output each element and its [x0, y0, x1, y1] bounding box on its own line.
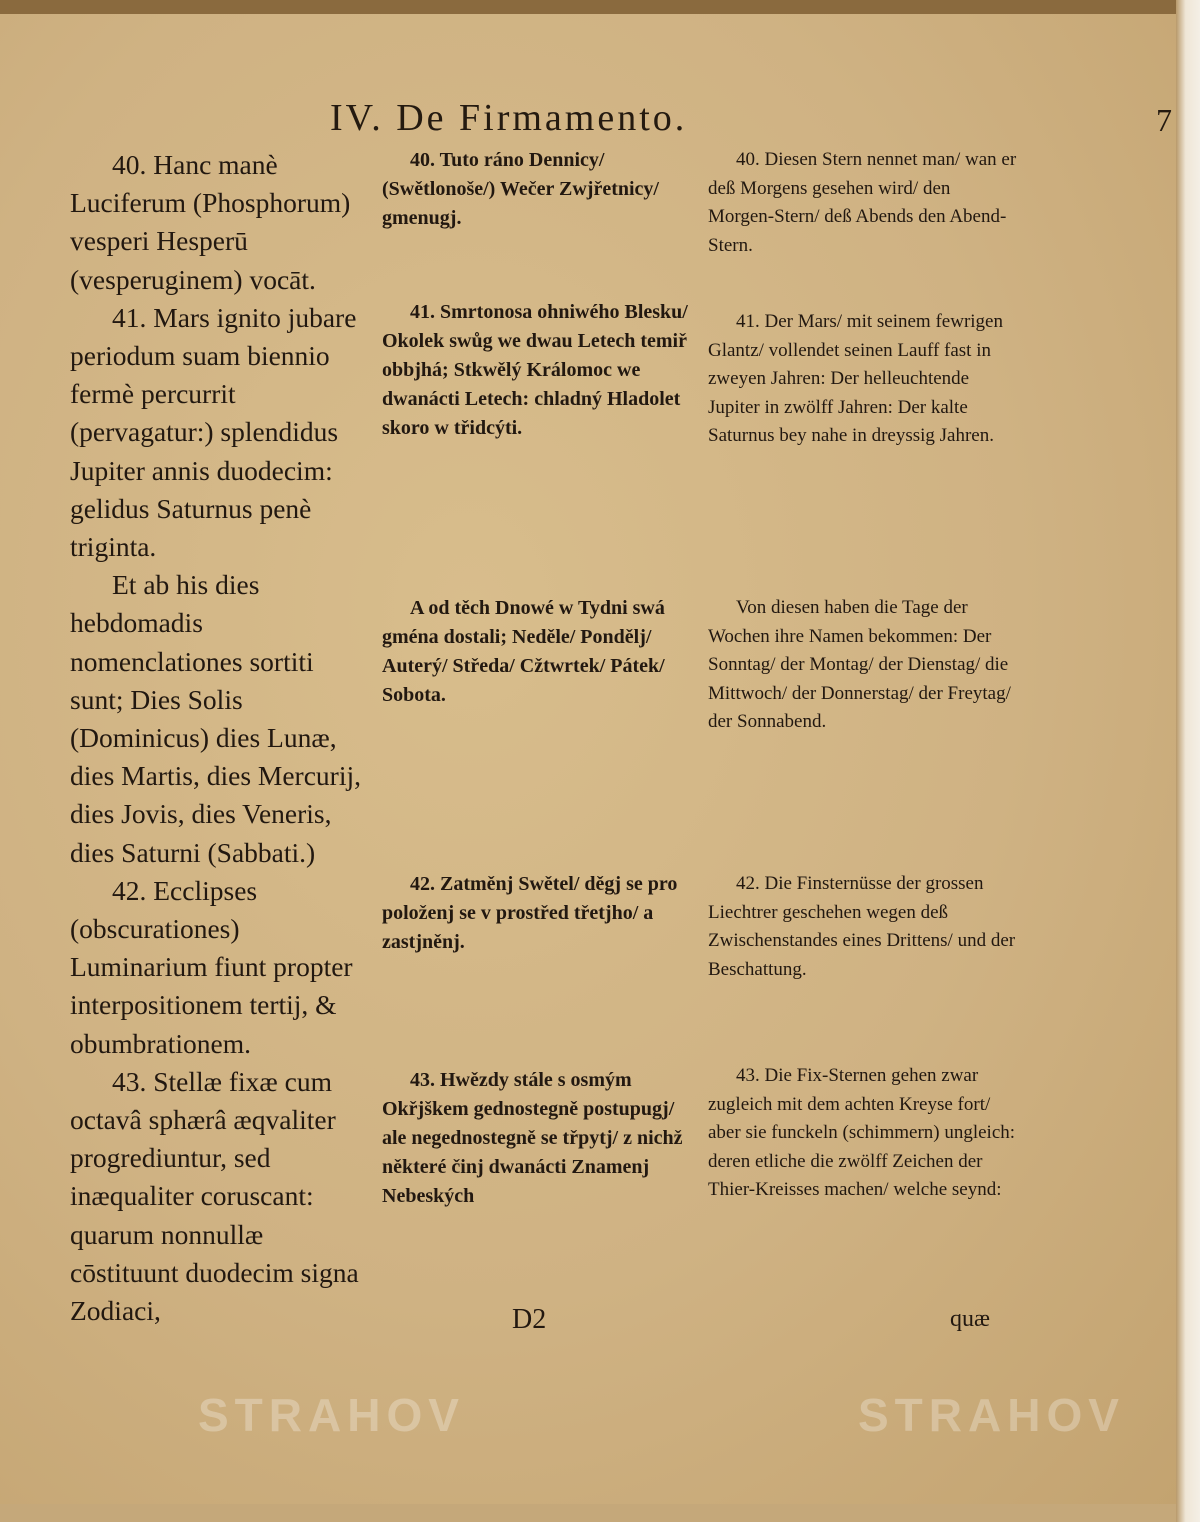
german-paragraph-41: 41. Der Mars/ mit seinem fewrigen Glantz/ vollendet seinen Lauff fast in zweyen Jahren: Der helleuchtende Jupiter in zwölff Jahren: Der kalte Saturnus bey nahe in dreyssig Jahren.: [708, 311, 1003, 446]
catchword: quæ: [950, 1306, 991, 1332]
czech-column: [382, 0, 694, 1522]
czech-paragraph-41: 41. Smrtonosa ohniwého Blesku/ Okolek swůg we dwau Letech temiř obbjhá; Stkwělý Králomoc we dwanácti Letech: chladný Hladolet skoro w třidcýti.: [382, 301, 688, 439]
czech-paragraph-43: 43. Hwězdy stále s osmým Okřjškem gednostegně postupugj/ ale negednostegně se třpytj/ z nichž některé činj dwanácti Znamenj Nebeských: [382, 1069, 683, 1207]
latin-paragraph-43: 43. Stellæ fixæ cum octavâ sphærâ æqvaliter progrediuntur, sed inæqualiter coruscant: quarum nonnullæ cōstituunt duodecim signa Zodiaci,: [70, 1065, 359, 1327]
latin-paragraph-42: 42. Ecclipses (obscurationes) Luminarium fiunt propter interpositionem tertij, & obumbrationem.: [70, 874, 353, 1059]
german-paragraph-weekdays: Von diesen haben die Tage der Wochen ihre Namen bekommen: Der Sonntag/ der Montag/ der Dienstag/ die Mittwoch/ der Donnerstag/ der Freytag/ der Sonnabend.: [708, 597, 1011, 732]
signature-mark: D2: [512, 1304, 547, 1335]
german-paragraph-43: 43. Die Fix-Sternen gehen zwar zugleich mit dem achten Kreyse fort/ aber sie funckeln (schimmern) ungleich: deren etliche die zwölff Zeichen der Thier-Kreisses machen/ welche seynd:: [708, 1065, 1016, 1200]
german-paragraph-40: 40. Diesen Stern nennet man/ wan er deß Morgens gesehen wird/ den Morgen-Stern/ deß Abends den Abend-Stern.: [708, 149, 1017, 256]
czech-paragraph-weekdays: A od těch Dnowé w Tydni swá gména dostali; Neděle/ Pondělj/ Auterý/ Středa/ Cžtwrtek/ Pátek/ Sobota.: [382, 597, 665, 706]
latin-paragraph-41: 41. Mars ignito jubare periodum suam biennio fermè percurrit (pervagatur:) splendidus Jupiter annis duodecim: gelidus Saturnus penè triginta.: [70, 301, 357, 563]
german-column: [708, 0, 1020, 1522]
czech-paragraph-40: 40. Tuto ráno Dennicy/ (Swětlonoše/) Wečer Zwjřetnicy/ gmenugj.: [382, 149, 659, 229]
chapter-title: IV. De Firmamento.: [330, 97, 688, 139]
latin-column: [70, 146, 370, 1330]
latin-paragraph-weekdays: Et ab his dies hebdomadis nomenclationes sortiti sunt; Dies Solis (Dominicus) dies Lunæ, dies Martis, dies Mercurij, dies Jovis, dies Veneris, dies Saturni (Sabbati.): [70, 569, 361, 868]
scan-edge-right: [1176, 0, 1200, 1522]
german-paragraph-42: 42. Die Finsternüsse der grossen Liechtrer geschehen wegen deß Zwischenstandes eines Drittens/ und der Beschattung.: [708, 873, 1016, 980]
strahov-watermark-left: STRAHOV: [198, 1389, 465, 1441]
latin-paragraph-40: 40. Hanc manè Luciferum (Phosphorum) vesperi Hesperū (vesperuginem) vocāt.: [70, 149, 351, 295]
page-number: 7: [1156, 102, 1172, 138]
czech-paragraph-42: 42. Zatměnj Swětel/ děgj se pro položenj se v prostřed třetjho/ a zastjněnj.: [382, 873, 678, 953]
strahov-watermark-right: STRAHOV: [858, 1389, 1125, 1441]
